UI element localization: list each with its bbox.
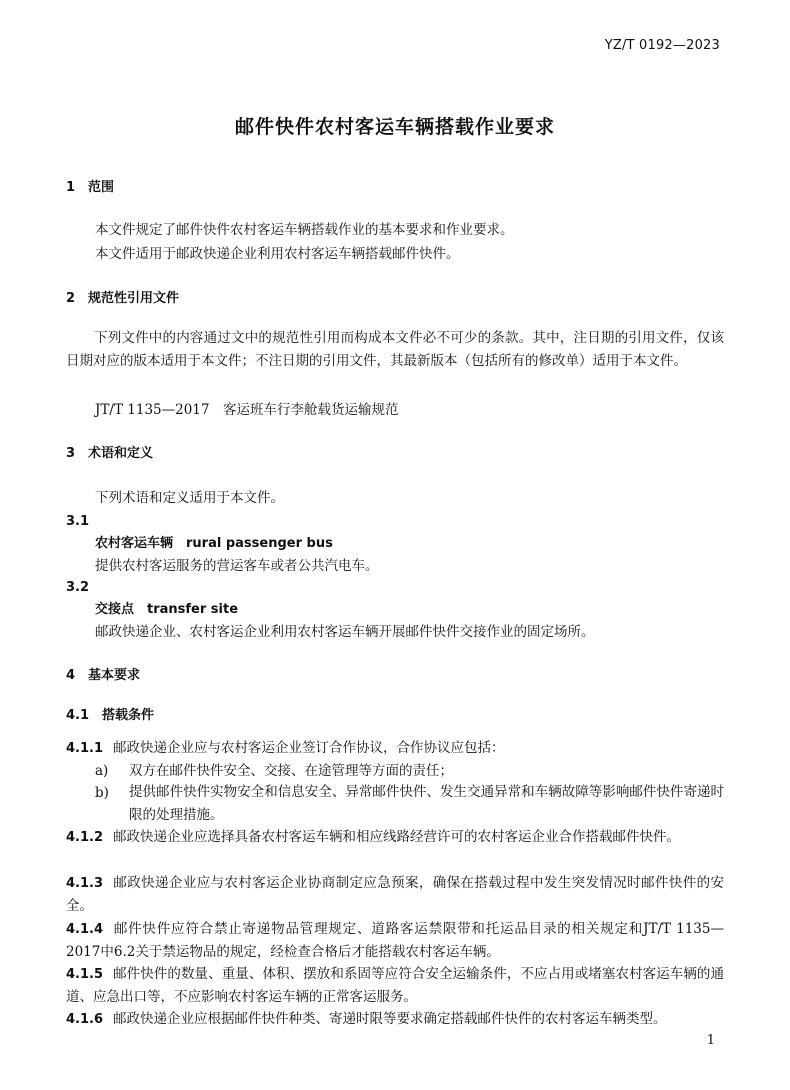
clause-text: 邮件快件的数量、重量、体积、摆放和系固等应符合安全运输条件，不应占用或堵塞农村客运车辆的通道、应急出口等，不应影响农村客运车辆的正常客运服务。 <box>66 966 724 1005</box>
document-code: YZ/T 0192—2023 <box>604 38 720 53</box>
section-1-paragraph-2: 本文件适用于邮政快递企业利用农村客运车辆搭载邮件快件。 <box>95 246 460 262</box>
clause-text: 邮政快递企业应与农村客运企业签订合作协议，合作协议应包括： <box>113 740 505 756</box>
term-2-definition: 邮政快递企业、农村客运企业利用农村客运车辆开展邮件快件交接作业的固定场所。 <box>95 624 595 640</box>
subsection-4-1-heading: 4.1 搭载条件 <box>66 708 155 723</box>
clause-number: 4.1.5 <box>66 967 104 982</box>
clause-4-1-1 <box>66 737 724 760</box>
term-1-name: 农村客运车辆 rural passenger bus <box>95 536 333 551</box>
clause-number: 4.1.6 <box>66 1012 104 1027</box>
clause-number: 4.1.2 <box>66 830 104 845</box>
clause-text: 邮政快递企业应根据邮件快件种类、寄递时限等要求确定搭载邮件快件的农村客运车辆类型。 <box>113 1011 667 1027</box>
list-item-b-text: 提供邮件快件实物安全和信息安全、异常邮件快件、发生交通异常和车辆故障等影响邮件快件寄递时限的处理措施。 <box>129 784 724 823</box>
clause-text: 邮政快递企业应选择具备农村客运车辆和相应线路经营许可的农村客运企业合作搭载邮件快件。 <box>113 829 681 845</box>
clause-4-1-3 <box>66 872 724 918</box>
clause-text: 邮政快递企业应与农村客运企业协商制定应急预案，确保在搭载过程中发生突发情况时邮件快件的安全。 <box>66 875 724 914</box>
page-number: 1 <box>706 1033 715 1048</box>
term-1-number: 3.1 <box>66 514 90 529</box>
list-item-a-text: 双方在邮件快件安全、交接、在途管理等方面的责任； <box>129 763 453 779</box>
term-2-number: 3.2 <box>66 580 90 595</box>
clause-text: 邮件快件应符合禁止寄递物品管理规定、道路客运禁限带和托运品目录的相关规定和JT/T 1135—2017中6.2关于禁运物品的规定，经检查合格后才能搭载农村客运车辆。 <box>66 921 724 960</box>
list-item-b-label: b) <box>95 785 109 801</box>
term-1-definition: 提供农村客运服务的营运客车或者公共汽电车。 <box>95 558 379 574</box>
section-4-heading: 4 基本要求 <box>66 668 141 683</box>
clause-4-1-4 <box>66 918 724 964</box>
section-2-paragraph: 下列文件中的内容通过文中的规范性引用而构成本文件必不可少的条款。其中，注日期的引用文件，仅该日期对应的版本适用于本文件；不注日期的引用文件，其最新版本（包括所有的修改单）适用于本文件。 <box>66 330 724 369</box>
list-item-a-label: a) <box>95 763 109 779</box>
section-1-heading: 1 范围 <box>66 180 115 195</box>
section-2-heading: 2 规范性引用文件 <box>66 291 180 306</box>
section-3-paragraph: 下列术语和定义适用于本文件。 <box>95 490 284 506</box>
clause-4-1-2 <box>66 826 724 849</box>
section-3-heading: 3 术语和定义 <box>66 446 154 461</box>
clause-number: 4.1.1 <box>66 741 104 756</box>
section-1-paragraph-1: 本文件规定了邮件快件农村客运车辆搭载作业的基本要求和作业要求。 <box>95 222 514 238</box>
clause-number: 4.1.3 <box>66 876 104 891</box>
term-2-name: 交接点 transfer site <box>95 602 239 617</box>
clause-number: 4.1.4 <box>66 922 104 937</box>
clause-4-1-6 <box>66 1008 726 1031</box>
normative-reference: JT/T 1135—2017 客运班车行李舱载货运输规范 <box>95 402 399 418</box>
page-title: 邮件快件农村客运车辆搭载作业要求 <box>234 116 555 138</box>
clause-4-1-5 <box>66 963 724 1009</box>
